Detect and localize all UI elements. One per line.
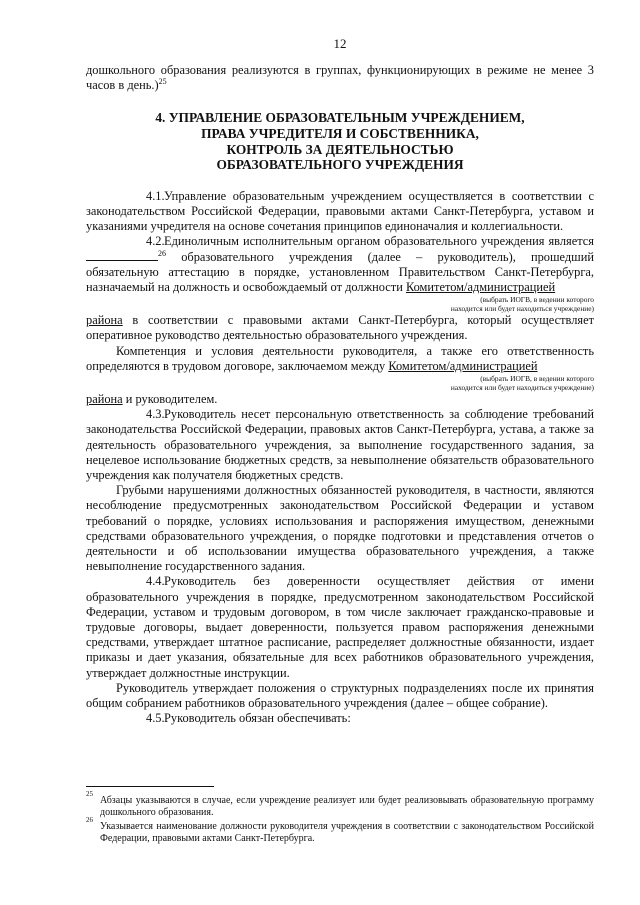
- paragraph-4-2-b: Компетенция и условия деятельности руководителя, а также его ответственность определяются в трудовом договоре, заключаемом между Комитетом/администрацией: [86, 343, 594, 373]
- body-text: [86, 63, 594, 726]
- position-blank: [86, 250, 158, 261]
- footnote-ref-25: 25: [158, 77, 167, 87]
- page-number: 12: [333, 36, 347, 51]
- paragraph-4-4-b: Руководитель утверждает положения о структурных подразделениях после их принятия общим собранием работников образовательного учреждения (далее – общее собрание).: [86, 680, 594, 711]
- footnote-separator: [86, 786, 214, 787]
- section-title-line-4: ОБРАЗОВАТЕЛЬНОГО УЧРЕЖДЕНИЯ: [216, 157, 464, 173]
- authority-note: (выбрать ИОГВ, в ведении которого находится или будет находиться учреждение): [450, 295, 594, 314]
- paragraph-4-1: 4.1.Управление образовательным учреждением осуществляется в соответствии с законодательством Российской Федерации, правовыми актами Санкт-Петербурга, уставом и указаниями учредителя на основе сочетания принципов единоначалия и коллегиальности.: [86, 188, 594, 234]
- footnote-25: 25 Абзацы указываются в случае, если учреждение реализует или будет реализовывать образовательную программу дошкольного образования.: [86, 790, 594, 818]
- section-title-line-2: ПРАВА УЧРЕДИТЕЛЯ И СОБСТВЕННИКА,: [201, 126, 479, 141]
- section-title-line-1: 4. УПРАВЛЕНИЕ ОБРАЗОВАТЕЛЬНЫМ УЧРЕЖДЕНИЕМ,: [155, 110, 525, 126]
- paragraph-4-3-b: Грубыми нарушениями должностных обязанностей руководителя, в частности, являются несоблюдение предусмотренных законодательством Российской Федерации и уставом требований о порядке, условиях использования и распоряжения имуществом, денежными средствами образовательного учреждения, о порядке подготовки и представления отчетов о деятельности и об использовании имущества образовательного учреждения, а также невыполнение государственного задания.: [86, 483, 594, 574]
- intro-paragraph: дошкольного образования реализуются в группах, функционирующих в режиме не менее 3 часов в день.)$^{25}$: [86, 63, 594, 93]
- section-title: [86, 110, 594, 172]
- paragraph-4-2-cont: района в соответствии с правовыми актами Санкт-Петербурга, который осуществляет оперативное руководство деятельностью образовательного учреждения.: [86, 313, 594, 343]
- footnote-26: 26 Указывается наименование должности руководителя учреждения в соответствии с законодательством Российской Федерации, правовыми актами Санкт-Петербурга.: [86, 816, 594, 844]
- paragraph-4-5: 4.5.Руководитель обязан обеспечивать:: [146, 711, 351, 726]
- paragraph-4-2: 4.2.Единоличным исполнительным органом образовательного учреждения является $^{26}$ образовательного учреждения (далее – руководитель), прошедший обязательную аттестацию в порядке, установленном Правительством Санкт-Петербурга, назначаемый на должность и освобождаемый от должности Комитетом/администрацией: [86, 234, 594, 294]
- paragraph-4-2-b-cont: района и руководителем.: [86, 392, 218, 407]
- paragraph-4-3: 4.3.Руководитель несет персональную ответственность за соблюдение требований законодательства Российской Федерации, правовых актов Санкт-Петербурга, устава, а также за деятельность образовательного учреждения, за выполнение государственного задания, за нецелевое использование бюджетных средств, за невыполнение обязательств образовательного учреждения как получателя бюджетных средств.: [86, 407, 594, 483]
- authority-underlined-2: Комитетом/администрацией: [388, 358, 538, 373]
- authority-note-2: (выбрать ИОГВ, в ведении которого находится или будет находиться учреждение): [450, 374, 594, 393]
- authority-underlined: Комитетом/администрацией: [405, 280, 556, 294]
- section-title-line-3: КОНТРОЛЬ ЗА ДЕЯТЕЛЬНОСТЬЮ: [226, 141, 454, 157]
- paragraph-4-4: 4.4.Руководитель без доверенности осуществляет действия от имени образовательного учреждения в порядке, предусмотренном законодательством Российской Федерации, уставом и трудовым договором, в том числе заключает гражданско-правовые и трудовые договоры, выдает доверенности, пользуется правом распоряжения денежными средствами, утверждает штатное расписание, распределяет должностные обязанности, издает приказы и дает указания, обязательные для всех работников образовательного учреждения, утверждает должностные инструкции.: [86, 574, 594, 680]
- footnote-ref-26: 26: [158, 248, 166, 258]
